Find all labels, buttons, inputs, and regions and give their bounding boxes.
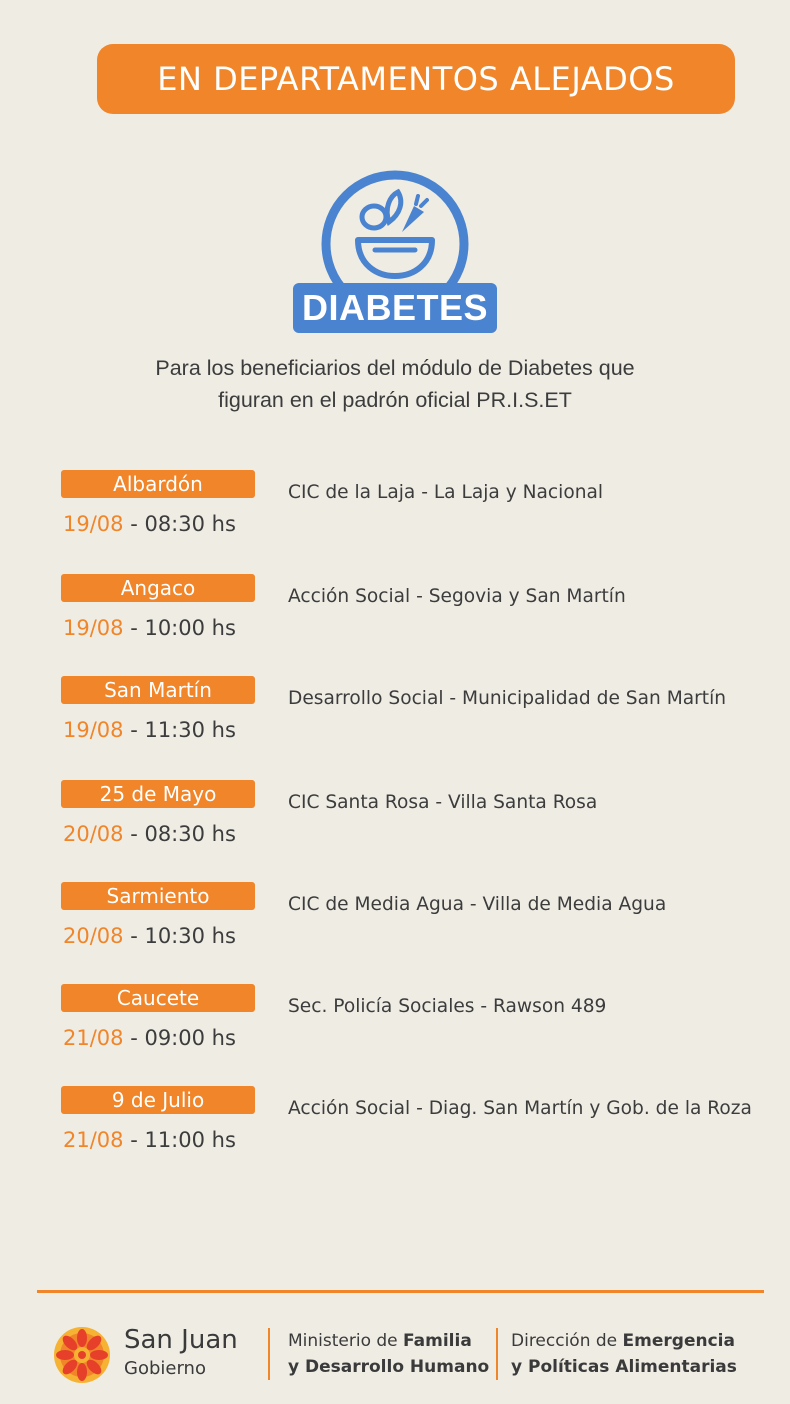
title-banner [97,44,735,114]
schedule-date: 21/08 [63,1026,124,1050]
schedule-date: 19/08 [63,718,124,742]
schedule-entry [0,984,790,1064]
department-badge [61,780,255,808]
direction-bold-2: y Políticas Alimentarias [511,1357,737,1377]
ministry-name [288,1328,489,1380]
schedule-entry [0,780,790,860]
schedule-hour: - 11:30 hs [123,718,236,742]
department-name: 9 de Julio [111,1088,205,1112]
schedule-time [63,822,236,846]
schedule-entry [0,676,790,756]
schedule-time [63,616,236,640]
schedule-entry [0,882,790,962]
department-badge [61,574,255,602]
schedule-hour: - 09:00 hs [123,1026,236,1050]
ministry-bold-2: y Desarrollo Humano [288,1357,490,1377]
schedule-hour: - 11:00 hs [123,1128,236,1152]
ministry-prefix: Ministerio de [288,1331,404,1351]
direction-name [511,1328,737,1380]
san-juan-sun-icon [51,1324,113,1386]
brand-name: San Juan [124,1325,238,1355]
diabetes-logo [290,168,500,338]
ministry-bold-1: Familia [403,1331,472,1351]
footer-separator [496,1328,498,1380]
schedule-date: 20/08 [63,822,124,846]
schedule-date: 19/08 [63,616,124,640]
schedule-location: CIC Santa Rosa - Villa Santa Rosa [288,792,598,813]
schedule-date: 19/08 [63,512,124,536]
intro-line-2: figuran en el padrón oficial PR.I.S.ET [218,388,572,412]
department-badge [61,470,255,498]
schedule-entry [0,470,790,550]
department-name: Caucete [116,986,200,1010]
schedule-location: Desarrollo Social - Municipalidad de San Martín [288,688,727,709]
department-badge [61,984,255,1012]
page-title: EN DEPARTAMENTOS ALEJADOS [157,60,675,98]
schedule-location: CIC de la Laja - La Laja y Nacional [288,482,604,503]
schedule-time [63,1026,236,1050]
schedule-location: Acción Social - Diag. San Martín y Gob. de la Roza [288,1098,752,1119]
department-name: Angaco [120,576,196,600]
schedule-hour: - 10:00 hs [123,616,236,640]
schedule-time [63,718,236,742]
schedule-date: 21/08 [63,1128,124,1152]
footer [0,1316,790,1396]
schedule-entry [0,1086,790,1166]
schedule-time [63,924,236,948]
department-name: San Martín [104,678,212,702]
intro-text [0,352,790,416]
diabetes-label: DIABETES [301,287,489,328]
diabetes-badge [293,283,497,333]
department-name: 25 de Mayo [99,782,217,806]
schedule-date: 20/08 [63,924,124,948]
department-badge [61,882,255,910]
direction-prefix: Dirección de [511,1331,623,1351]
schedule-entry [0,574,790,654]
department-badge [61,1086,255,1114]
department-badge [61,676,255,704]
schedule-hour: - 08:30 hs [123,822,236,846]
brand-subtitle: Gobierno [124,1358,206,1379]
direction-bold-1: Emergencia [622,1331,735,1351]
footer-separator [268,1328,270,1380]
schedule-location: Acción Social - Segovia y San Martín [288,586,626,607]
department-name: Sarmiento [106,884,210,908]
schedule-hour: - 10:30 hs [123,924,236,948]
intro-line-1: Para los beneficiarios del módulo de Diabetes que [155,356,635,380]
schedule-hour: - 08:30 hs [123,512,236,536]
footer-divider-line [37,1290,764,1293]
schedule-location: Sec. Policía Sociales - Rawson 489 [288,996,607,1017]
schedule-time [63,512,236,536]
department-name: Albardón [113,472,203,496]
schedule-time [63,1128,236,1152]
schedule-location: CIC de Media Agua - Villa de Media Agua [288,894,667,915]
